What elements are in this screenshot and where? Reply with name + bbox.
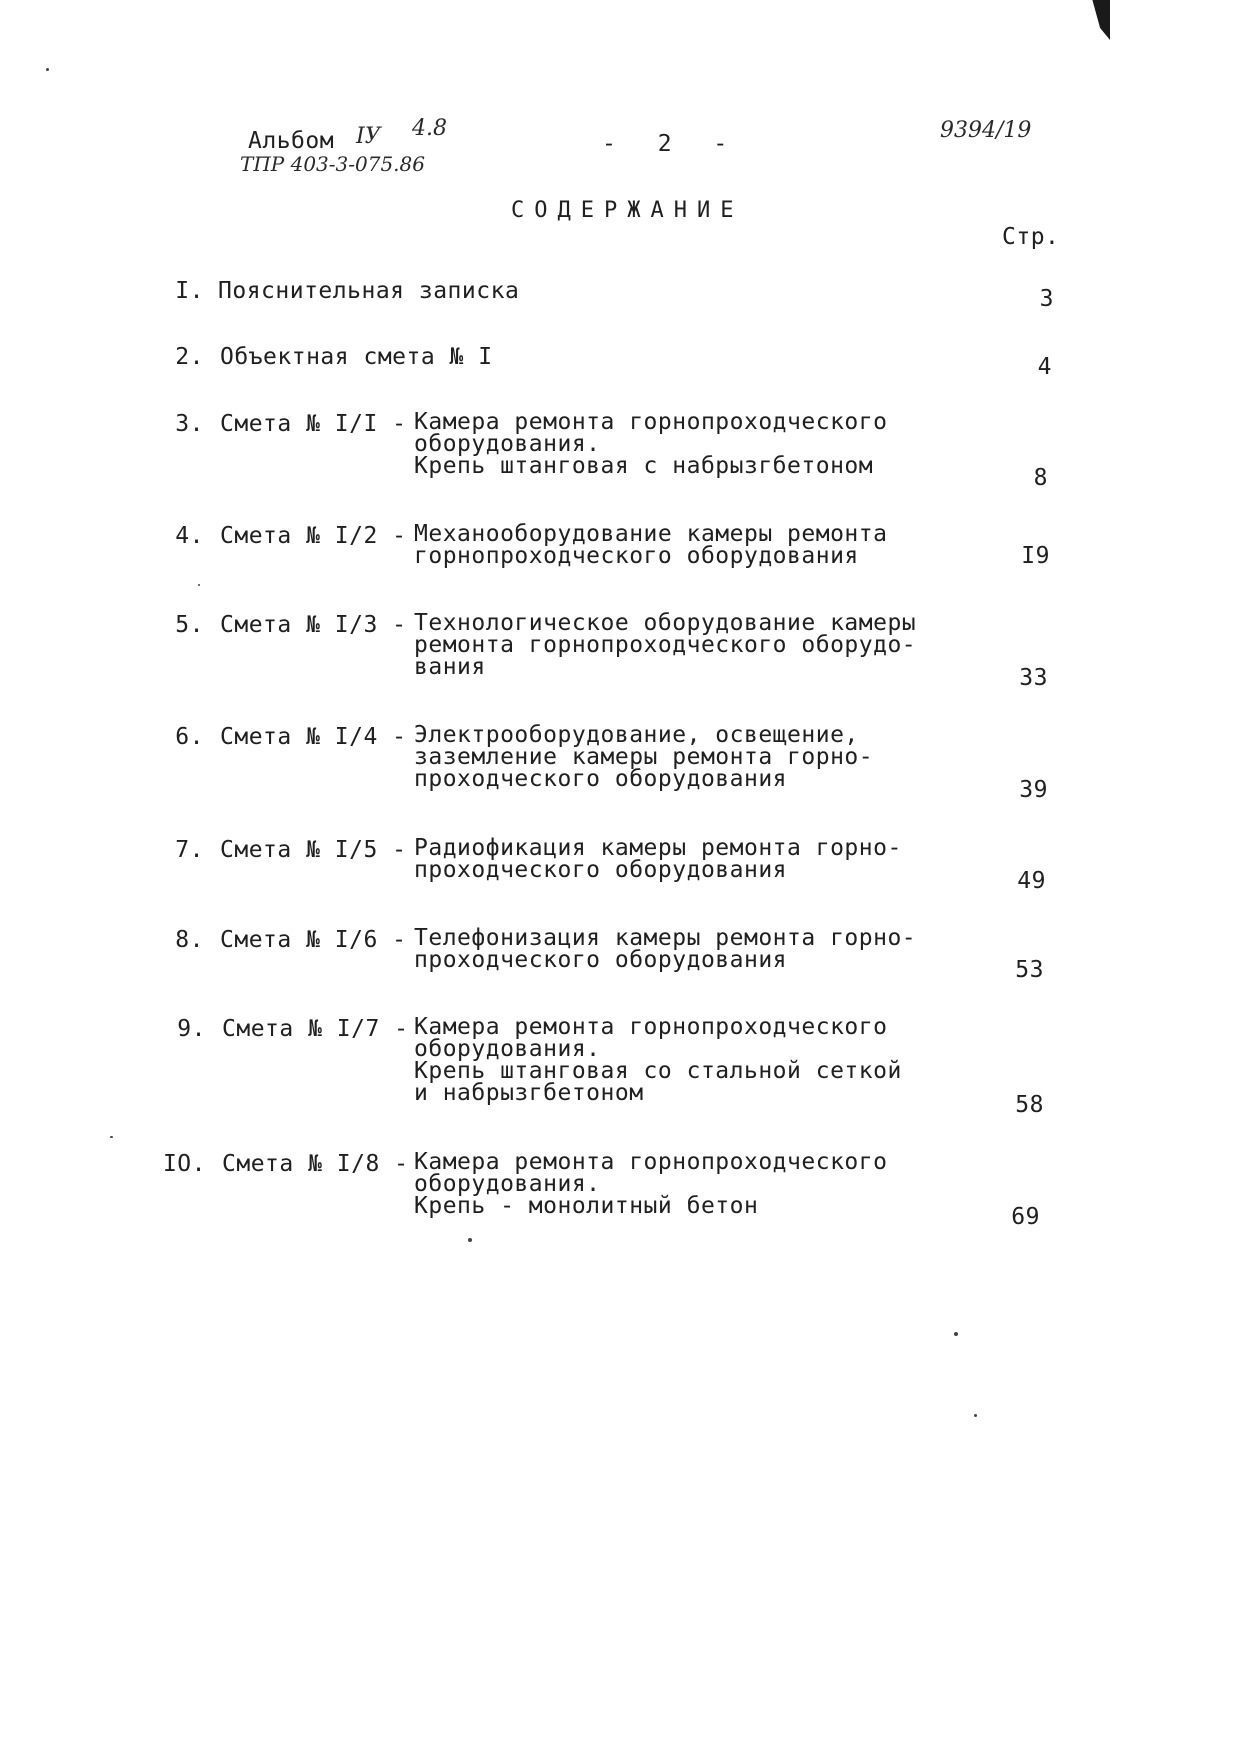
toc-entry-code: Смета № I/5 - [220,837,407,863]
toc-entry-page: 58 [1015,1092,1044,1118]
toc-entry-page: I9 [1021,543,1050,569]
toc-entry-description [414,612,916,678]
album-label: Альбом [248,128,335,154]
scan-edge-mark [1088,0,1110,40]
toc-entry-page: 33 [1019,665,1048,691]
toc-entry-description [414,837,902,881]
toc-entry-page: 69 [1011,1204,1040,1230]
description-line: вания [414,654,486,680]
description-line: Камера ремонта горнопроходческого [414,409,888,435]
toc-entry-page: 39 [1019,777,1048,803]
description-line: ремонта горнопроходческого оборудо- [414,632,917,658]
album-number: 4.8 [412,116,447,141]
toc-entry-code: Смета № I/4 - [220,724,407,750]
toc-entry-description [414,724,873,790]
toc-entry-description [414,1016,902,1104]
toc-entry-title: Объектная смета № I [220,344,493,370]
description-line: оборудования. [414,1036,601,1062]
toc-entry-description [414,411,887,477]
toc-entry-page: 8 [1033,465,1048,491]
scan-speck [954,1332,958,1336]
page-number: - 2 - [602,131,742,157]
toc-entry-description [414,523,887,567]
toc-entry-page: 49 [1017,868,1046,894]
toc-entry-code: Смета № I/2 - [220,523,407,549]
toc-entry-number: I. [175,278,204,304]
description-line: горнопроходческого оборудования [414,543,859,569]
toc-entry-code: Смета № I/8 - [222,1151,409,1177]
toc-entry-number: IO. [162,1151,206,1177]
description-line: Камера ремонта горнопроходческого [414,1149,888,1175]
description-line: Крепь - монолитный бетон [414,1193,759,1219]
description-line: Крепь штанговая со стальной сеткой [414,1058,902,1084]
toc-entry-title: Пояснительная записка [218,278,520,304]
project-code: ТПР 403-3-075.86 [240,152,425,176]
description-line: Крепь штанговая с набрызгбетоном [414,453,874,479]
toc-entry-number: 7. [175,837,204,863]
toc-entry-page: 3 [1039,286,1054,312]
toc-entry-number: 6. [175,724,204,750]
toc-entry-code: Смета № I/3 - [220,612,407,638]
page-column-header: Стр. [1002,224,1060,250]
description-line: проходческого оборудования [414,766,788,792]
toc-entry-number: 3. [175,411,204,437]
description-line: проходческого оборудования [414,857,788,883]
toc-entry-code: Смета № I/7 - [222,1016,409,1042]
toc-entry-code: Смета № I/6 - [220,927,407,953]
toc-entry-description [414,927,916,971]
description-line: оборудования. [414,1171,601,1197]
scan-speck [110,1136,113,1138]
toc-entry-code: Смета № I/I - [220,411,407,437]
toc-entry-number: 4. [175,523,204,549]
description-line: Технологическое оборудование камеры [414,610,917,636]
archive-number: 9394/19 [940,118,1032,143]
scan-speck [974,1414,977,1417]
description-line: Механооборудование камеры ремонта [414,521,888,547]
description-line: оборудования. [414,431,601,457]
toc-entry-number: 9. [177,1016,206,1042]
album-volume: IУ [356,124,381,149]
toc-entry-number: 5. [175,612,204,638]
description-line: Радиофикация камеры ремонта горно- [414,835,902,861]
scan-speck [46,68,49,71]
toc-entry-number: 2. [175,344,204,370]
toc-entry-number: 8. [175,927,204,953]
description-line: заземление камеры ремонта горно- [414,744,874,770]
description-line: Электрооборудование, освещение, [414,722,859,748]
scan-speck [198,584,200,586]
description-line: Телефонизация камеры ремонта горно- [414,925,917,951]
scan-speck [468,1238,472,1242]
toc-entry-page: 4 [1037,354,1052,380]
description-line: Камера ремонта горнопроходческого [414,1014,888,1040]
toc-entry-page: 53 [1015,957,1044,983]
description-line: и набрызгбетоном [414,1080,644,1106]
document-title: СОДЕРЖАНИЕ [511,198,744,223]
toc-entry-description [414,1151,887,1217]
description-line: проходческого оборудования [414,947,788,973]
